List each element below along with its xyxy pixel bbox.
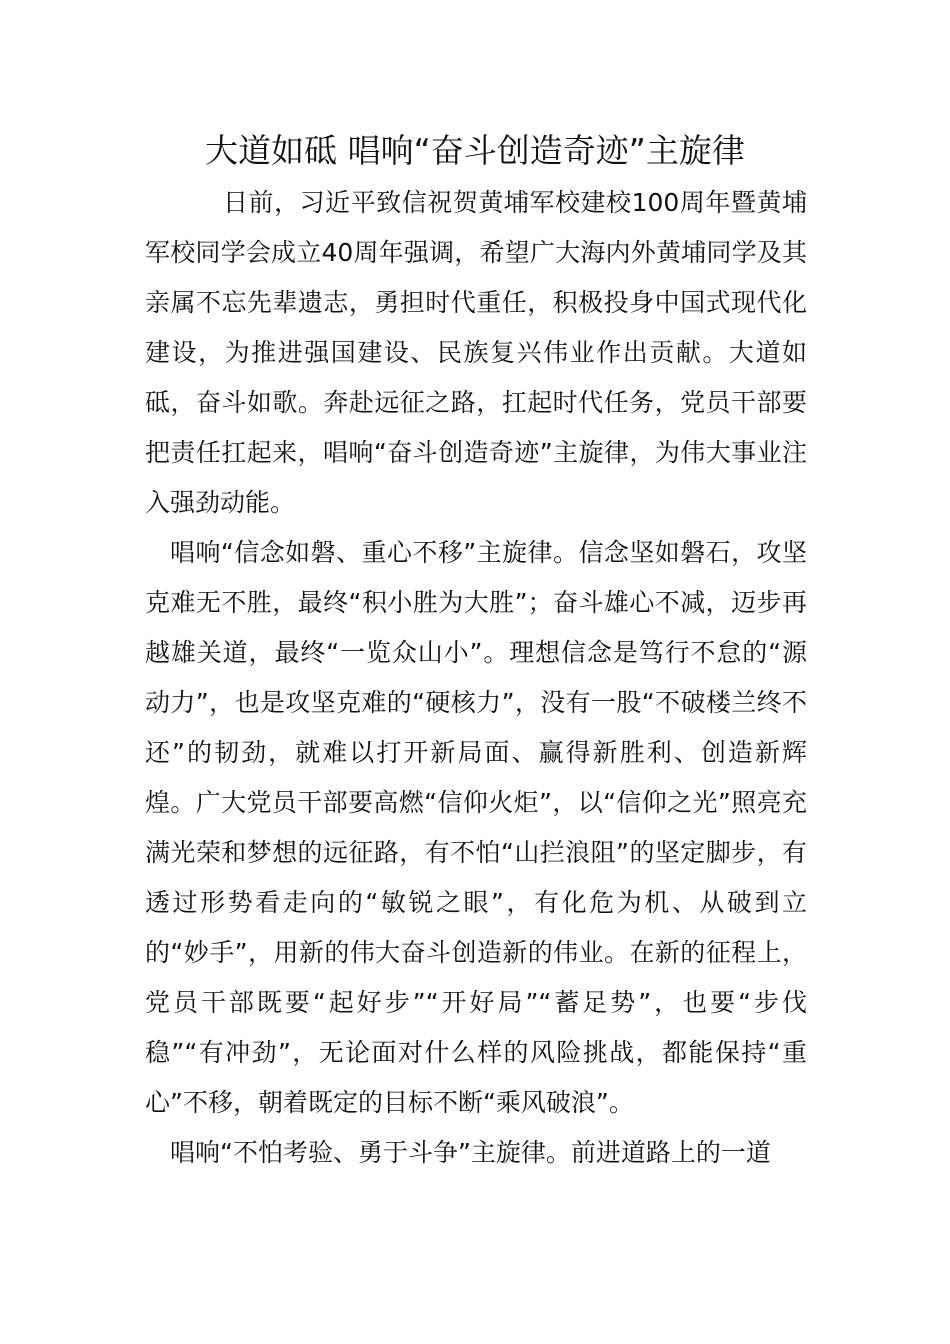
paragraph-struggle: 唱响“不怕考验、勇于斗争”主旋律。前进道路上的一道 <box>170 1138 771 1167</box>
document-body <box>145 178 807 1178</box>
paragraph-intro: 日前，习近平致信祝贺黄埔军校建校100周年暨黄埔军校同学会成立40周年强调，希望广大海内外黄埔同学及其亲属不忘先辈遗志，勇担时代重任，积极投身中国式现代化建设，为推进强国建设、民族复兴伟业作出贡献。大道如砥，奋斗如歌。奔赴远征之路，扛起时代任务，党员干部要把责任扛起来，唱响“奋斗创造奇迹”主旋律，为伟大事业注入强劲动能。 <box>145 188 807 517</box>
document-title: 大道如砥 唱响“奋斗创造奇迹”主旋律 <box>205 131 745 170</box>
paragraph-belief: 唱响“信念如磐、重心不移”主旋律。信念坚如磐石，攻坚克难无不胜，最终“积小胜为大胜”；奋斗雄心不减，迈步再越雄关道，最终“一览众山小”。理想信念是笃行不怠的“源动力”，也是攻坚克难的“硬核力”，没有一股“不破楼兰终不还”的韧劲，就难以打开新局面、赢得新胜利、创造新辉煌。广大党员干部要高燃“信仰火炬”，以“信仰之光”照亮充满光荣和梦想的远征路，有不怕“山拦浪阻”的坚定脚步，有透过形势看走向的“敏锐之眼”，有化危为机、从破到立的“妙手”，用新的伟大奋斗创造新的伟业。在新的征程上，党员干部既要“起好步”“开好局”“蓄足势”，也要“步伐稳”“有冲劲”，无论面对什么样的风险挑战，都能保持“重心”不移，朝着既定的目标不断“乘风破浪”。 <box>145 538 807 1117</box>
